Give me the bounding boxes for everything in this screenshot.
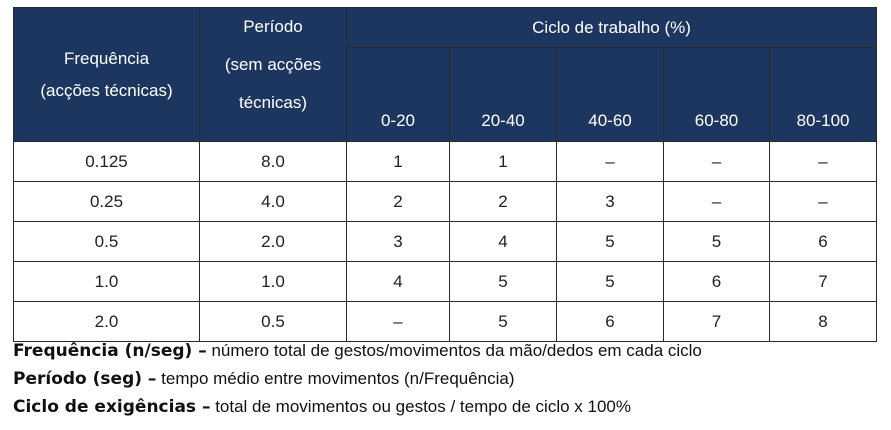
table-cell: 4.0 [200,182,347,222]
table-cell: 7 [770,262,877,302]
table-cell: 7 [664,302,770,342]
table-cell: 6 [557,302,664,342]
legend-term: Período (seg) – [13,369,157,389]
table-cell: – [664,182,770,222]
table-cell: 5 [664,222,770,262]
table-cell: 2 [347,182,450,222]
header-range-0-20: 0-20 [347,48,450,142]
header-periodo-line1: Período [243,17,303,36]
table-cell: 0.125 [14,142,200,182]
table-cell: 0.25 [14,182,200,222]
legend-line-periodo [13,365,883,393]
header-frequencia [14,8,200,142]
table-cell: 8.0 [200,142,347,182]
table-cell: 0.5 [14,222,200,262]
table-cell: 1.0 [200,262,347,302]
header-frequencia-line1: Frequência [63,48,150,68]
header-periodo-line3: técnicas) [238,93,308,112]
table-cell: 2.0 [200,222,347,262]
legend-desc: total de movimentos ou gestos / tempo de ciclo x 100% [210,397,631,416]
table-cell: 0.5 [200,302,347,342]
table-cell: 1 [450,142,557,182]
table-cell: – [770,142,877,182]
table-cell: 6 [664,262,770,302]
table-cell: – [347,302,450,342]
table-cell: 1 [347,142,450,182]
table-cell: 8 [770,302,877,342]
legend [13,337,883,421]
table-cell: – [770,182,877,222]
table-row [14,182,877,222]
table-cell: 5 [450,262,557,302]
header-frequencia-line2: (acções técnicas) [40,80,173,100]
table-cell: 5 [557,222,664,262]
header-range-40-60: 40-60 [557,48,664,142]
table-cell: 4 [347,262,450,302]
legend-line-ciclo [13,393,883,421]
header-range-20-40: 20-40 [450,48,557,142]
legend-term: Frequência (n/seg) – [13,341,207,361]
legend-desc: tempo médio entre movimentos (n/Frequência) [156,369,515,388]
header-range-80-100: 80-100 [770,48,877,142]
header-periodo [200,8,347,142]
table-cell: – [664,142,770,182]
legend-desc: número total de gestos/movimentos da mão/dedos em cada ciclo [206,341,702,360]
header-periodo-line2: (sem acções [224,55,322,74]
table-cell: 5 [557,262,664,302]
table-cell: 1.0 [14,262,200,302]
header-ciclo-title: Ciclo de trabalho (%) [347,8,877,48]
table-cell: 3 [557,182,664,222]
legend-line-frequencia [13,337,883,365]
table-cell: 3 [347,222,450,262]
table-cell: 6 [770,222,877,262]
table-cell: – [557,142,664,182]
table-row [14,142,877,182]
table-cell: 2 [450,182,557,222]
table-cell: 2.0 [14,302,200,342]
header-range-60-80: 60-80 [664,48,770,142]
table-row [14,302,877,342]
table-cell: 4 [450,222,557,262]
legend-term: Ciclo de exigências – [13,397,211,417]
frequency-table [13,7,877,342]
table-row [14,262,877,302]
table-row [14,222,877,262]
table-cell: 5 [450,302,557,342]
